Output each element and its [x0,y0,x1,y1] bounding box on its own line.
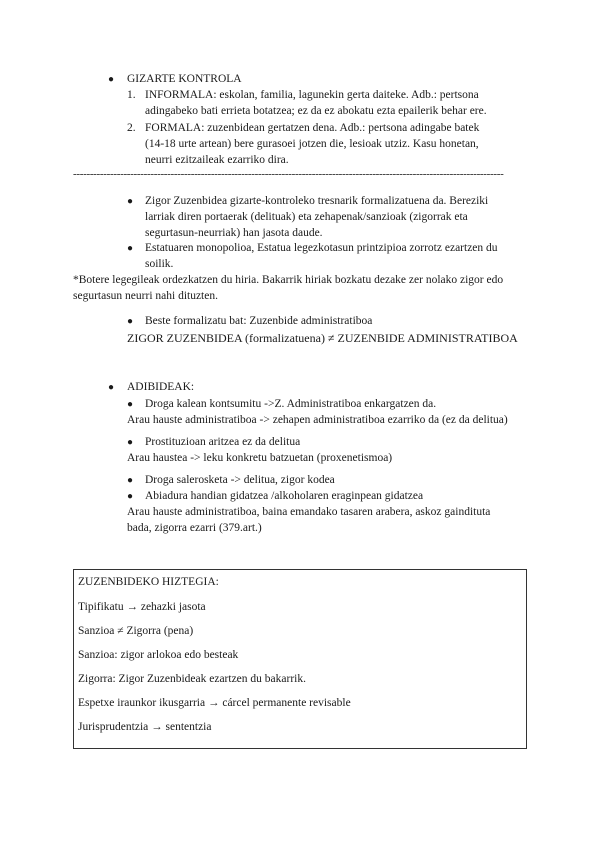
example-bullet: Abiadura handian gidatzea /alkoholaren eraginpean gidatzea [145,490,424,502]
bullet-icon: ● [127,196,134,207]
example-bullet: Droga kalean kontsumitu ->Z. Administratiboa enkargatzen da. [145,398,437,410]
example-explanation: Arau hauste administratiboa, baina emandako tasaren arabera, askoz gainditutа [127,506,491,518]
example-bullet: Droga salerosketa -> delitua, zigor kodea [145,474,335,486]
paragraph-line: soilik. [145,258,174,270]
note-line: *Botere legegileak ordezkatzen du hiria. Bakarrik hiriak bozkatu dezake zer nolako zigor edo [73,274,504,286]
example-explanation: bada, zigorra ezarri (379.art.) [127,522,262,534]
bullet-icon: ● [108,382,115,393]
list-item-line: (14-18 urte artean) bere gurasoei jotzen die, lesioak utziz. Kasu honetan, [145,138,479,150]
bullet-icon: ● [127,437,134,448]
glossary-entry: Jurisprudentzia → sententzia [78,721,212,733]
bullet-icon: ● [108,74,115,85]
glossary-entry: Tipifikatu → zehazki jasota [78,601,206,613]
list-item-line: neurri ezitzaileak ezarriko dira. [145,154,289,166]
example-bullet: Prostituzioan aritzea ez da delitua [145,436,301,448]
bullet-icon: ● [127,399,134,410]
glossary-entry: Zigorra: Zigor Zuzenbideak ezartzen du bakarrik. [78,673,306,685]
example-explanation: Arau hauste administratiboa -> zehapen administratiboa ezarriko da (ez da delitua) [127,414,508,426]
list-item-line: FORMALA: zuzenbidean gertatzen dena. Adb.: pertsona adingabe batek [145,122,480,134]
glossary-box [73,569,527,749]
list-number: 2. [127,122,136,134]
comparison-statement: ZIGOR ZUZENBIDEA (formalizatuena) ≠ ZUZENBIDE ADMINISTRATIBOA [127,331,518,345]
glossary-entry: Espetxe iraunkor ikusgarria → cárcel permanente revisable [78,697,351,709]
bullet-icon: ● [127,316,134,327]
section-title-adibideak: ADIBIDEAK: [127,381,195,393]
example-explanation: Arau haustea -> leku konkretu batzuetan (proxenetismoa) [127,452,393,464]
paragraph-line: Estatuaren monopolioa, Estatua legezkotasun printzipioa zorrotz ezartzen du [145,242,498,254]
list-number: 1. [127,89,136,101]
dashed-divider: -------------------------------------------------------------------------------------------------------------------------------- [73,168,504,180]
sub-bullet-text: Beste formalizatu bat: Zuzenbide administratiboa [145,315,373,327]
bullet-icon: ● [127,475,134,486]
glossary-title: ZUZENBIDEKO HIZTEGIA: [78,576,219,588]
bullet-icon: ● [127,491,134,502]
note-line: segurtasun neurri nahi dituzten. [73,290,218,302]
paragraph-line: segurtasun-neurriak) han jasota daude. [145,227,323,239]
section-title-gizarte-kontrola: GIZARTE KONTROLA [127,73,242,85]
paragraph-line: larriak diren portaerak (delituak) eta zehapenak/sanzioak (zigorrak eta [145,211,468,223]
glossary-entry: Sanzioa ≠ Zigorra (pena) [78,625,194,637]
list-item-line: adingabeko bati errieta botatzea; ez da ez abokatu ezta epailerik behar ere. [145,105,487,117]
bullet-icon: ● [127,243,134,254]
list-item-line: INFORMALA: eskolan, familia, lagunekin gerta daiteke. Adb.: pertsona [145,89,479,101]
glossary-entry: Sanzioa: zigor arlokoa edo besteak [78,649,239,661]
paragraph-line: Zigor Zuzenbidea gizarte-kontroleko tresnarik formalizatuena da. Bereziki [145,195,489,207]
